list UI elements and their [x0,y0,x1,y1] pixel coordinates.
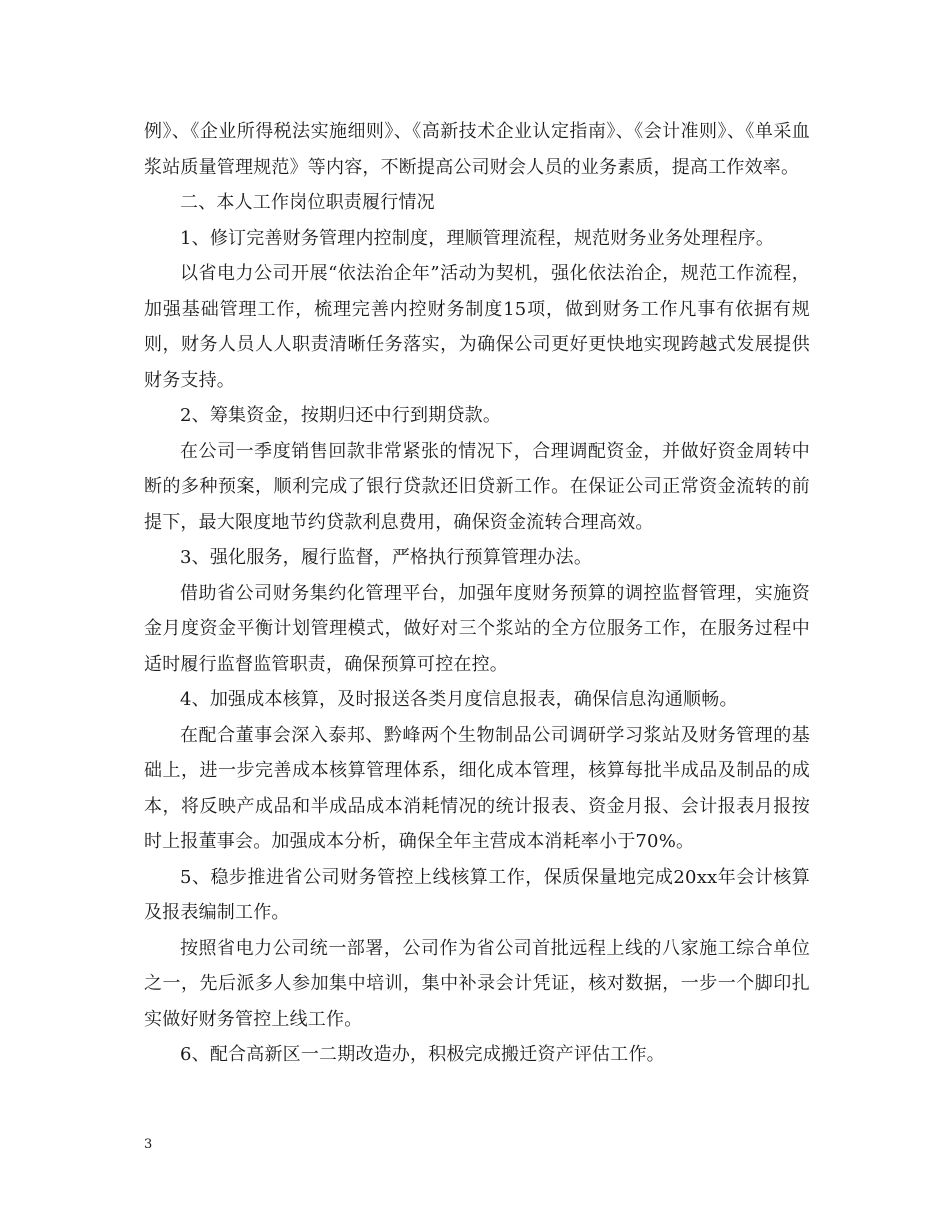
item-body-3: 借助省公司财务集约化管理平台，加强年度财务预算的调控监督管理，实施资金月度资金平衡计划管理模式，做好对三个浆站的全方位服务工作，在服务过程中适时履行监督监管职责，确保预算可控在控。 [144,582,810,675]
page-number: 3 [144,1137,153,1152]
item-heading-4: 4、加强成本核算，及时报送各类月度信息报表，确保信息沟通顺畅。 [180,689,738,710]
item-heading-2: 2、筹集资金，按期归还中行到期贷款。 [180,405,502,426]
item-body-4: 在配合董事会深入泰邦、黔峰两个生物制品公司调研学习浆站及财务管理的基础上，进一步完善成本核算管理体系，细化成本管理，核算每批半成品及制品的成本，将反映产成品和半成品成本消耗情况的统计报表、资金月报、会计报表月报按时上报董事会。加强成本分析，确保全年主营成本消耗率小于70%。 [144,724,810,852]
item-body-1: 以省电力公司开展“依法治企年”活动为契机，强化依法治企，规范工作流程，加强基础管理工作，梳理完善内控财务制度15项，做到财务工作凡事有依据有规则，财务人员人人职责清晰任务落实，为确保公司更好更快地实现跨越式发展提供财务支持。 [144,263,810,391]
item-body-2: 在公司一季度销售回款非常紧张的情况下，合理调配资金，并做好资金周转中断的多种预案，顺利完成了银行贷款还旧贷新工作。在保证公司正常资金流转的前提下，最大限度地节约贷款利息费用，确保资金流转合理高效。 [144,440,810,533]
item-heading-1: 1、修订完善财务管理内控制度，理顺管理流程，规范财务业务处理程序。 [180,227,775,249]
item-heading-5: 5、稳步推进省公司财务管控上线核算工作，保质保量地完成20xx年会计核算及报表编制工作。 [144,866,810,923]
item-body-5: 按照省电力公司统一部署，公司作为省公司首批远程上线的八家施工综合单位之一，先后派多人参加集中培训，集中补录会计凭证，核对数据，一步一个脚印扎实做好财务管控上线工作。 [144,937,810,1030]
item-heading-6: 6、配合高新区一二期改造办，积极完成搬迁资产评估工作。 [180,1044,665,1065]
item-heading-3: 3、强化服务，履行监督，严格执行预算管理办法。 [180,547,593,568]
section-heading: 二、本人工作岗位职责履行情况 [180,192,435,213]
paragraph-continuation: 例》、《企业所得税法实施细则》、《高新技术企业认定指南》、《会计准则》、《单采血浆站质量管理规范》等内容，不断提高公司财会人员的业务素质，提高工作效率。 [144,121,810,178]
document-body [144,114,810,1073]
